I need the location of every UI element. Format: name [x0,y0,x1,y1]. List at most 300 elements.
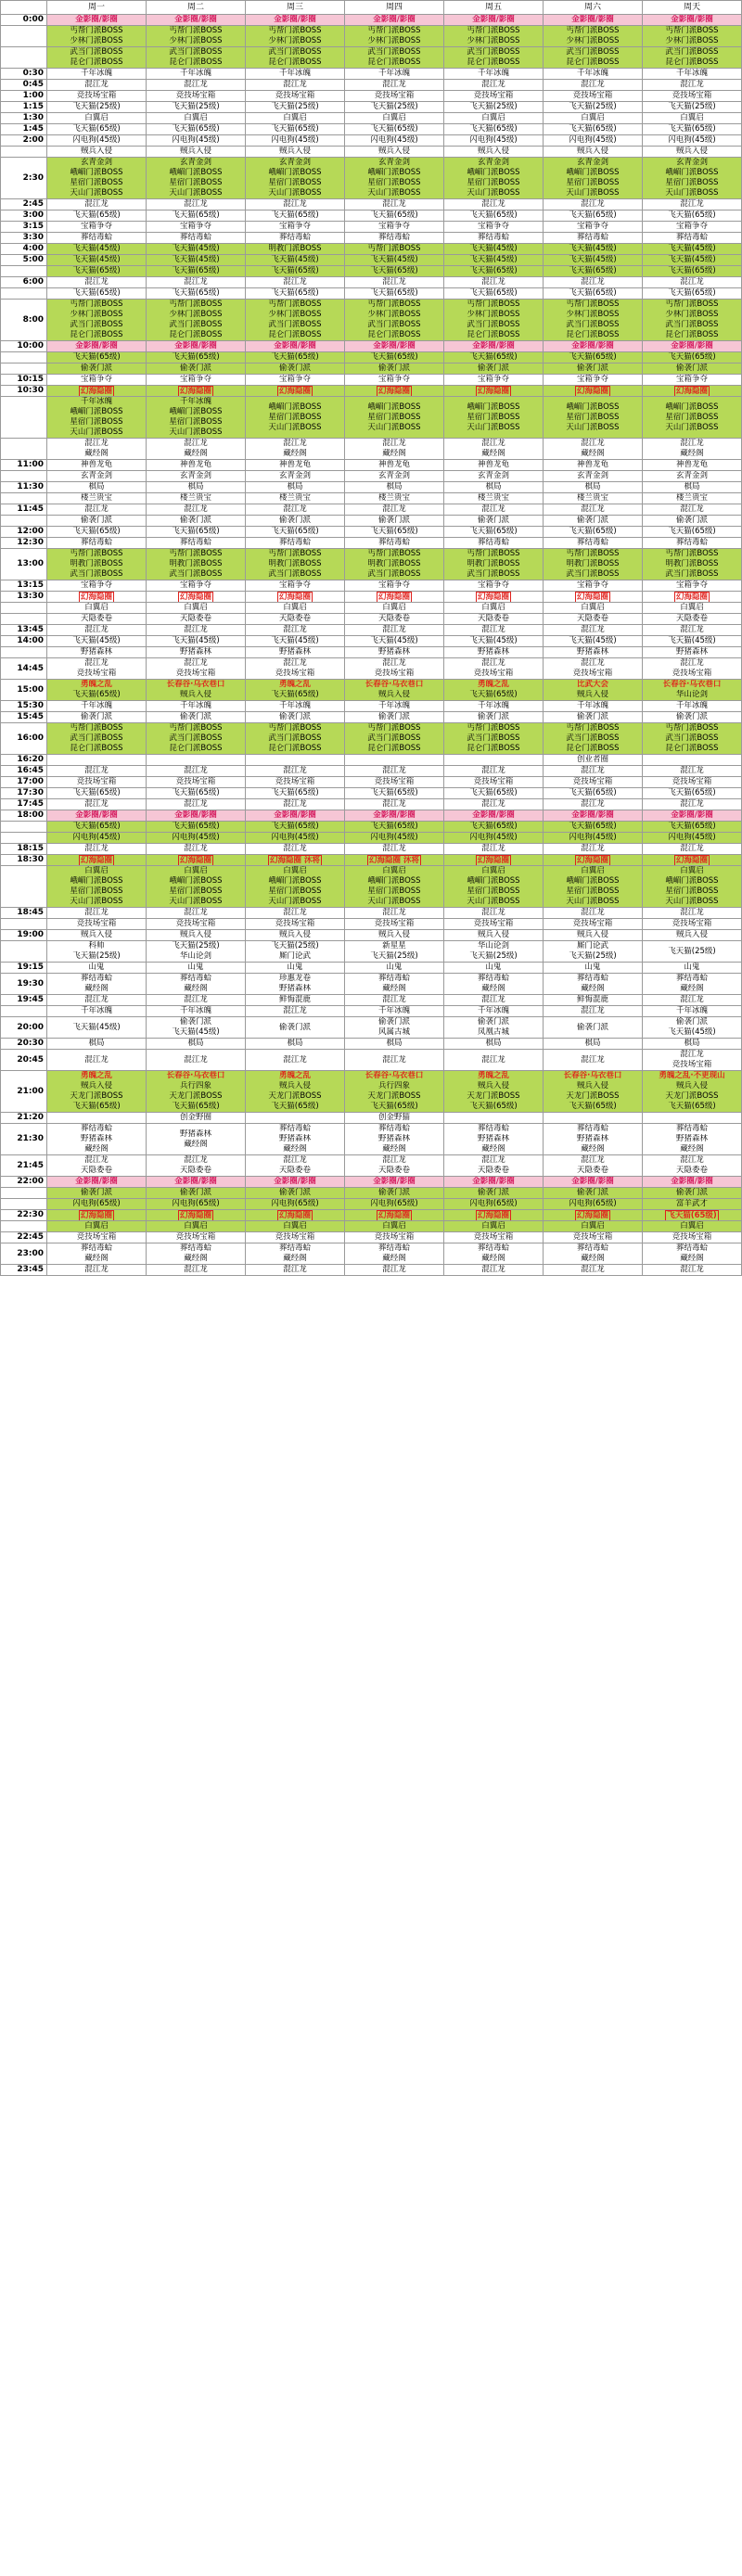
day-header-2: 周三 [246,1,345,15]
schedule-cell [643,1265,742,1276]
event-entry: 竞技场宝箱 [76,669,117,678]
schedule-cell [544,266,643,277]
schedule-cell [246,69,345,80]
event-entry: 竞技场宝箱 [572,777,613,786]
event-entry: 丐帮门派BOSS [566,300,620,309]
event-entry: 偷袭门派 [576,712,608,721]
event-entry: 星宿门派BOSS [268,412,322,422]
schedule-cell [246,102,345,113]
event-entry: 偷袭门派 [377,363,410,373]
schedule-cell [246,1071,345,1113]
schedule-cell [246,658,345,680]
schedule-cell [47,974,147,995]
table-row [1,712,742,723]
schedule-cell [246,549,345,580]
schedule-cell [246,963,345,974]
event-entry: 混江龙 [84,908,109,917]
event-entry: 竞技场宝箱 [275,1232,315,1242]
schedule-cell [47,1039,147,1050]
event-entry: 千年冰魄 [576,701,608,710]
schedule-cell [345,1071,444,1113]
schedule-cell [544,222,643,233]
schedule-cell [643,15,742,26]
schedule-cell [444,91,544,102]
event-entry: 飞天猫(65级) [569,266,617,275]
schedule-cell [544,277,643,288]
event-entry: 金影圈/影圈 [246,15,344,25]
schedule-cell [147,1050,246,1071]
schedule-cell [444,1124,544,1155]
schedule-cell [147,439,246,460]
schedule-cell [345,625,444,636]
schedule-cell [444,288,544,300]
table-row [1,147,742,158]
event-entry: 飞天猫(65级) [469,210,518,220]
event-entry: 天山门派BOSS [70,897,123,906]
schedule-cell [47,603,147,614]
schedule-cell [246,15,345,26]
table-row [1,919,742,930]
corner-cell [1,1,47,15]
event-entry: 金影圈/影圈 [246,1177,344,1187]
time-label: 13:30 [1,592,47,603]
schedule-cell [147,222,246,233]
event-entry: 竞技场宝箱 [572,91,613,100]
event-entry: 藏经阁 [184,984,208,993]
schedule-cell [345,233,444,244]
table-row [1,658,742,680]
schedule-cell [643,277,742,288]
event-entry: 丐帮门派BOSS [467,723,520,733]
event-entry: 宝箱争夺 [278,580,311,590]
table-row [1,1199,742,1210]
event-entry: 飞天猫(45级) [271,636,319,645]
schedule-cell [147,1232,246,1243]
event-entry: 飞天猫(25级) [72,102,121,111]
event-entry: 厮门论武 [576,941,608,950]
schedule-cell [246,1199,345,1210]
event-entry: 藏经阁 [481,984,505,993]
event-entry: 竞技场宝箱 [473,669,514,678]
schedule-cell [47,625,147,636]
table-row [1,614,742,625]
schedule-cell [643,919,742,930]
schedule-cell [444,974,544,995]
event-entry: 丐帮门派BOSS [169,300,223,309]
schedule-cell [544,963,643,974]
schedule-cell [147,210,246,222]
schedule-cell [345,300,444,341]
event-entry: 幻海隐圈 [675,856,708,865]
schedule-cell [246,1113,345,1124]
event-entry: 飞天猫(65级) [569,1102,617,1111]
schedule-cell [544,199,643,210]
schedule-cell [544,658,643,680]
schedule-cell [643,625,742,636]
table-row [1,636,742,647]
event-entry: 金影圈/影圈 [246,341,344,351]
schedule-cell [47,777,147,788]
schedule-cell [643,352,742,363]
event-entry: 混江龙 [283,277,307,287]
schedule-cell [147,1221,246,1232]
table-row [1,482,742,493]
event-entry: 武当门派BOSS [467,569,520,579]
schedule-cell [345,363,444,375]
schedule-cell [246,244,345,255]
schedule-cell [643,680,742,701]
time-label: 17:30 [1,788,47,799]
schedule-cell [47,712,147,723]
schedule-cell [246,712,345,723]
event-entry: 少林门派BOSS [665,310,719,319]
event-entry: 闪电狗(45级) [72,833,121,842]
event-entry: 藏经阁 [481,1254,505,1263]
event-entry: 星宿门派BOSS [566,178,620,187]
event-entry: 星宿门派BOSS [70,417,123,427]
event-entry: 千年冰魄 [477,701,509,710]
schedule-cell [47,680,147,701]
event-entry: 天隐委卷 [80,614,112,623]
schedule-cell [643,124,742,135]
event-entry: 千年冰魄 [377,1006,410,1015]
event-entry: 玄青金剑 [477,471,509,480]
time-label [1,47,47,69]
schedule-cell [47,397,147,439]
event-entry: 武当门派BOSS [70,733,123,743]
event-entry: 飞天猫(65级) [469,788,518,797]
schedule-cell [147,647,246,658]
time-label: 16:00 [1,723,47,755]
schedule-cell [246,199,345,210]
event-entry: 峨嵋门派BOSS [169,407,223,416]
day-header-4: 周五 [444,1,544,15]
event-entry: 飞天猫(65级) [469,1102,518,1111]
schedule-cell [147,963,246,974]
event-entry: 混江龙 [84,80,109,89]
schedule-cell [444,603,544,614]
schedule-cell [544,1071,643,1113]
event-entry: 星宿门派BOSS [367,178,421,187]
day-header-1: 周二 [147,1,246,15]
event-entry: 混江龙 [184,1265,208,1274]
event-entry: 千年冰魄 [576,69,608,78]
schedule-cell [444,1221,544,1232]
event-entry: 混江龙 [382,766,406,775]
schedule-cell [444,460,544,471]
event-entry [444,1113,543,1123]
table-row [1,974,742,995]
schedule-cell [544,1039,643,1050]
event-entry: 玄青金剑 [179,471,211,480]
schedule-cell [444,300,544,341]
event-entry: 飞天猫(65级) [271,288,319,298]
schedule-cell [147,723,246,755]
schedule-cell [544,1124,643,1155]
schedule-cell [444,844,544,855]
schedule-cell [246,233,345,244]
schedule-cell [544,102,643,113]
schedule-cell [147,255,246,266]
event-entry: 混江龙 [184,439,208,448]
event-entry: 峨嵋门派BOSS [70,407,123,416]
event-entry: 丐帮门派BOSS [467,300,520,309]
schedule-cell [147,504,246,516]
event-entry: 幻海隐圈 [278,387,311,396]
event-entry: 葬结毒蛤 [675,1124,708,1133]
event-entry: 武当门派BOSS [70,569,123,579]
event-entry: 飞天猫(65级) [271,352,319,362]
event-entry: 飞天猫(65级) [569,527,617,536]
schedule-cell [444,47,544,69]
schedule-cell [147,1243,246,1265]
schedule-cell [544,47,643,69]
event-entry: 飞天猫(65级) [271,527,319,536]
event-entry: 昆仑门派BOSS [467,330,520,339]
schedule-cell [544,352,643,363]
schedule-cell [444,1155,544,1177]
schedule-cell [246,1243,345,1265]
event-entry: 藏经阁 [680,1144,704,1154]
event-entry: 混江龙 [382,80,406,89]
event-entry: 偷袭门派 [477,1017,509,1027]
schedule-cell [544,1243,643,1265]
schedule-cell [544,375,643,386]
schedule-cell [246,341,345,352]
schedule-cell [246,288,345,300]
time-label [1,1188,47,1199]
event-entry: 混江龙 [184,658,208,668]
event-entry: 金影圈/影圈 [47,341,146,351]
event-entry: 竞技场宝箱 [572,669,613,678]
schedule-cell [444,1210,544,1221]
time-label [1,614,47,625]
table-row [1,222,742,233]
schedule-cell [47,755,147,766]
event-entry: 藏经阁 [184,449,208,458]
event-entry: 混江龙 [581,277,605,287]
schedule-cell [444,244,544,255]
event-entry: 藏经阁 [581,449,605,458]
schedule-cell [47,1155,147,1177]
event-entry: 棋局 [287,482,303,491]
schedule-cell [544,26,643,47]
schedule-cell [345,810,444,822]
event-entry: 竞技场宝箱 [275,919,315,928]
schedule-cell [544,1232,643,1243]
event-entry: 野猪森林 [278,984,311,993]
event-entry: 葬结毒蛤 [179,1243,211,1253]
schedule-cell [147,288,246,300]
event-entry: 混江龙 [382,1155,406,1165]
event-entry: 幻海隐圈 [675,387,708,396]
schedule-cell [544,919,643,930]
schedule-cell [643,549,742,580]
event-entry: 竞技场宝箱 [76,1232,117,1242]
event-entry: 飞天猫(65级) [271,788,319,797]
schedule-cell [544,1199,643,1210]
schedule-cell [643,777,742,788]
schedule-cell [246,1232,345,1243]
event-entry: 藏经阁 [84,449,109,458]
schedule-cell [246,386,345,397]
schedule-cell [544,930,643,941]
event-entry: 天隐委卷 [377,614,410,623]
event-entry: 藏经阁 [581,1144,605,1154]
schedule-cell [345,1188,444,1199]
schedule-cell [246,91,345,102]
event-entry: 棋局 [584,482,601,491]
table-row [1,386,742,397]
schedule-cell [643,1113,742,1124]
time-label [1,1221,47,1232]
event-entry: 天山门派BOSS [665,422,719,432]
event-entry: 葬结毒蛤 [377,1243,410,1253]
schedule-cell [444,766,544,777]
schedule-cell [47,549,147,580]
event-entry: 峨嵋门派BOSS [566,402,620,412]
event-entry: 葬结毒蛤 [278,538,311,547]
schedule-cell [544,363,643,375]
event-entry: 闪电狗(45级) [569,135,617,145]
schedule-cell [147,658,246,680]
schedule-cell [47,930,147,941]
schedule-cell [147,527,246,538]
event-entry: 武当门派BOSS [566,320,620,329]
schedule-cell [147,516,246,527]
event-entry: 闪电狗(45级) [370,833,418,842]
event-entry: 偷袭门派 [576,1188,608,1197]
event-entry: 天隐委卷 [576,1166,608,1175]
event-entry: 混江龙 [283,439,307,448]
schedule-cell [47,158,147,199]
event-entry: 宝箱争夺 [278,222,311,231]
event-entry: 宝箱争夺 [80,580,112,590]
event-entry: 天隐委卷 [675,1166,708,1175]
schedule-cell [147,15,246,26]
event-entry: 玄青金剑 [675,471,708,480]
event-entry: 贼兵入侵 [576,147,608,156]
schedule-cell [345,1199,444,1210]
event-entry: 天山门派BOSS [268,188,322,198]
time-label: 15:00 [1,680,47,701]
event-entry: 天山门派BOSS [169,427,223,437]
schedule-cell [444,471,544,482]
event-entry: 峨嵋门派BOSS [665,168,719,177]
event-entry [47,1113,146,1123]
schedule-cell [147,91,246,102]
event-entry: 藏经阁 [481,449,505,458]
schedule-cell [643,135,742,147]
time-label: 16:45 [1,766,47,777]
event-entry: 千年冰魄 [179,397,211,406]
schedule-cell [47,799,147,810]
event-entry: 贼兵入侵 [80,1081,112,1090]
schedule-cell [444,1113,544,1124]
schedule-cell [544,799,643,810]
table-row [1,266,742,277]
event-entry: 飞天猫(65级) [668,210,716,220]
event-entry: 明教门派BOSS [169,559,223,568]
event-entry: 明教门派BOSS [70,559,123,568]
table-row [1,1221,742,1232]
event-entry: 幻海隐圈 [675,593,708,602]
event-entry: 明教门派BOSS [467,559,520,568]
event-entry: 星宿门派BOSS [70,178,123,187]
event-entry: 飞天猫(45级) [469,244,518,253]
event-entry: 武当门派BOSS [566,569,620,579]
schedule-cell [345,516,444,527]
schedule-cell [345,755,444,766]
event-entry: 幻海隐圈 [477,1211,509,1220]
schedule-cell [544,135,643,147]
event-entry: 武当门派BOSS [566,733,620,743]
schedule-cell [444,549,544,580]
time-label: 13:15 [1,580,47,592]
event-entry: 天龙门派BOSS [665,1091,719,1101]
schedule-cell [47,810,147,822]
event-entry: 天隐委卷 [576,614,608,623]
schedule-cell [444,493,544,504]
event-entry: 混江龙 [680,908,704,917]
event-entry: 天山门派BOSS [566,422,620,432]
schedule-cell [246,516,345,527]
schedule-cell [643,592,742,603]
event-entry: 金影圈/影圈 [47,810,146,821]
event-entry: 飞天猫(65级) [469,690,518,699]
event-entry: 飞天猫(45级) [370,255,418,264]
event-entry: 竞技场宝箱 [175,777,216,786]
event-entry: 勇魄之乱 [477,680,509,689]
schedule-cell [47,580,147,592]
schedule-cell [544,766,643,777]
event-entry: 飞天猫(65级) [172,288,220,298]
event-entry: 飞天猫(45级) [569,636,617,645]
time-label: 23:00 [1,1243,47,1265]
event-entry: 偷袭门派 [576,1022,608,1032]
event-entry: 混江龙 [184,799,208,809]
schedule-cell [246,471,345,482]
table-row [1,352,742,363]
event-entry: 幻海隐圈 [477,593,509,602]
event-entry: 厮门论武 [278,951,311,961]
schedule-cell [47,941,147,963]
event-entry: 玄青金剑 [278,158,311,167]
schedule-cell [643,113,742,124]
schedule-cell [147,26,246,47]
time-label [1,352,47,363]
event-entry: 混江龙 [581,199,605,209]
schedule-cell [444,799,544,810]
event-entry: 丐帮门派BOSS [169,549,223,558]
schedule-cell [47,1199,147,1210]
event-entry: 金影圈/影圈 [345,15,443,25]
table-row [1,963,742,974]
schedule-cell [147,799,246,810]
event-entry: 混江龙 [481,658,505,668]
time-label: 4:00 [1,244,47,255]
event-entry: 峨嵋门派BOSS [367,876,421,886]
event-entry: 闪电狗(45级) [271,833,319,842]
schedule-cell [444,919,544,930]
event-entry: 武当门派BOSS [665,733,719,743]
event-entry: 丐帮门派BOSS [665,549,719,558]
schedule-cell [643,516,742,527]
event-entry: 武当门派BOSS [70,320,123,329]
schedule-cell [47,1071,147,1113]
event-entry: 飞天猫(65级) [72,124,121,134]
schedule-cell [444,341,544,352]
